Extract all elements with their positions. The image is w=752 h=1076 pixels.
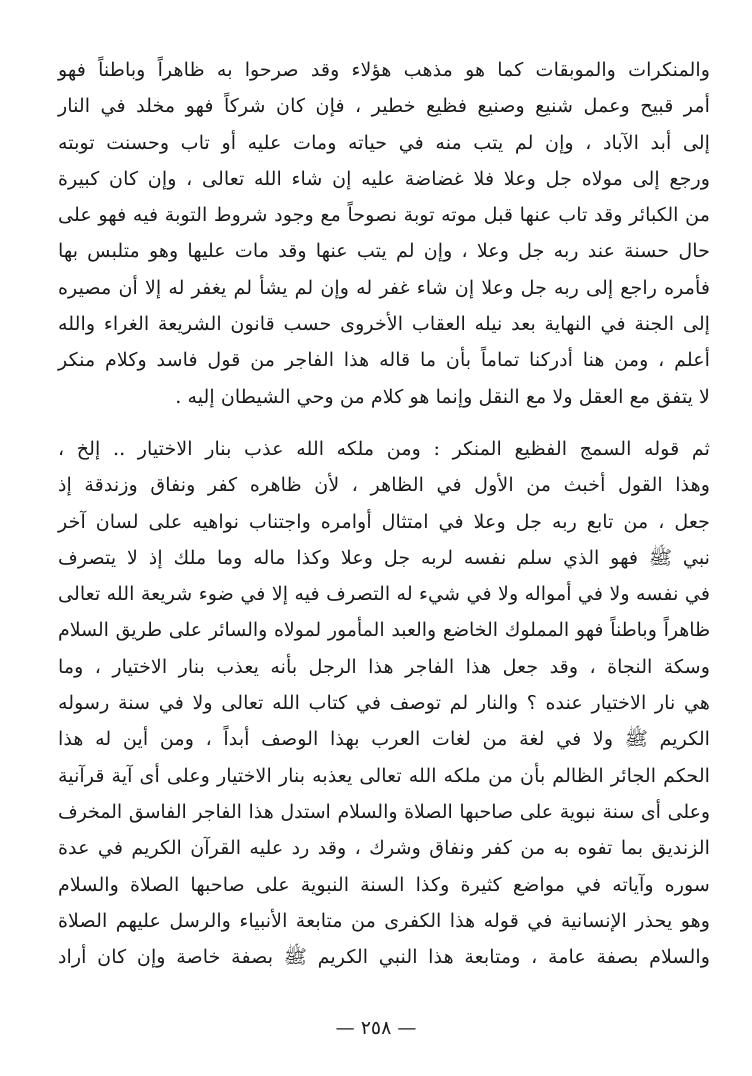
text-line: لا يتفق مع العقل ولا مع النقل وإنما هو كلام من وحي الشيطان إليه . [175, 384, 710, 408]
text-line: ثم قوله السمج الفظيع المنكر : ومن ملكه الله عذب بنار الاختيار .. إلخ ، [58, 436, 710, 460]
text-line: الكريم ﷺ ولا في لغة من لغات العرب بهذا الوصف أبداً ، ومن أين له هذا [58, 727, 710, 751]
text-line: الزنديق بما تفوه به من كفر ونفاق وشرك ، وقد رد عليه القرآن الكريم في عدة [58, 836, 710, 860]
text-line: وعلى أى سنة نبوية على صاحبها الصلاة والسلام استدل هذا الفاجر الفاسق المخرف [58, 800, 710, 823]
text-line: نبي ﷺ فهو الذي سلم نفسه لربه جل وعلا وكذا ماله وما ملك إذ لا يتصرف [58, 545, 710, 569]
text-line: في نفسه ولا في أمواله ولا في شيء له التصرف فيه إلا في ضوء شريعة الله تعالى [58, 582, 710, 606]
text-line: والسلام بصفة عامة ، ومتابعة هذا النبي الكريم ﷺ بصفة خاصة وإن كان أراد [58, 945, 710, 969]
text-line: أعلم ، ومن هنا أدركنا تماماً بأن ما قاله هذا الفاجر من قول فاسد وكلام منكر [58, 348, 710, 372]
text-line: ظاهراً وباطناً فهو المملوك الخاضع والعبد المأمور لمولاه والسائر على طريق السلام [58, 619, 710, 642]
text-line: أمر قبيح وعمل شنيع وصنيع فظيع خطير ، فإن كان شركاً فهو مخلد في النار [58, 94, 710, 118]
text-line: فأمره راجع إلى ربه جل وعلا إن شاء غفر له وإن لم يشأ لم يغفر له إلا أن مصيره [58, 275, 710, 299]
text-line: هي نار الاختيار عنده ؟ والنار لم توصف في كتاب الله تعالى ولا في سنة رسوله [58, 691, 710, 715]
page-body [58, 52, 710, 975]
text-line: جعل ، من تابع ربه جل وعلا في امتثال أوامره واجتناب نواهيه على لسان آخر [58, 509, 710, 533]
text-line: ورجع إلى مولاه جل وعلا فلا غضاضة عليه إن شاء الله تعالى ، وإن كان كبيرة [58, 166, 710, 190]
text-line: سوره وآياته في مواضع كثيرة وكذا السنة النبوية على صاحبها الصلاة والسلام [58, 872, 710, 896]
text-line: وهو يحذر الإنسانية في قوله هذا الكفرى من متابعة الأنبياء والرسل عليهم الصلاة [58, 908, 710, 932]
text-line: إلى أبد الآباد ، وإن لم يتب منه في حياته ومات عليه أو تاب وحسنت توبته [58, 130, 710, 154]
text-line: حال حسنة عند ربه جل وعلا ، وإن لم يتب عنها وقد مات عليها وهو متلبس بها [58, 239, 710, 263]
text-line: والمنكرات والموبقات كما هو مذهب هؤلاء وقد صرحوا به ظاهراً وباطناً فهو [58, 58, 710, 81]
paragraph-1 [58, 52, 710, 415]
text-line: الحكم الجائر الظالم بأن من ملكه الله تعالى يعذبه بنار الاختيار وعلى أى آية قرآنية [58, 763, 710, 787]
text-line: وهذا القول أخبث من الأول في الظاهر ، لأن ظاهره كفر ونفاق وزندقة إذ [58, 473, 710, 497]
paragraph-2 [58, 431, 710, 975]
text-line: وسكة النجاة ، وقد جعل هذا الفاجر هذا الرجل بأنه يعذب بنار الاختيار ، وما [58, 654, 710, 678]
page-number: — ٢٥٨ — [335, 1017, 417, 1039]
text-line: من الكبائر وقد تاب عنها قبل موته توبة نصوحاً مع وجود شروط التوبة فيه فهو على [58, 203, 710, 227]
text-line: إلى الجنة في النهاية بعد نيله العقاب الأخروى حسب قانون الشريعة الغراء والله [58, 312, 710, 336]
